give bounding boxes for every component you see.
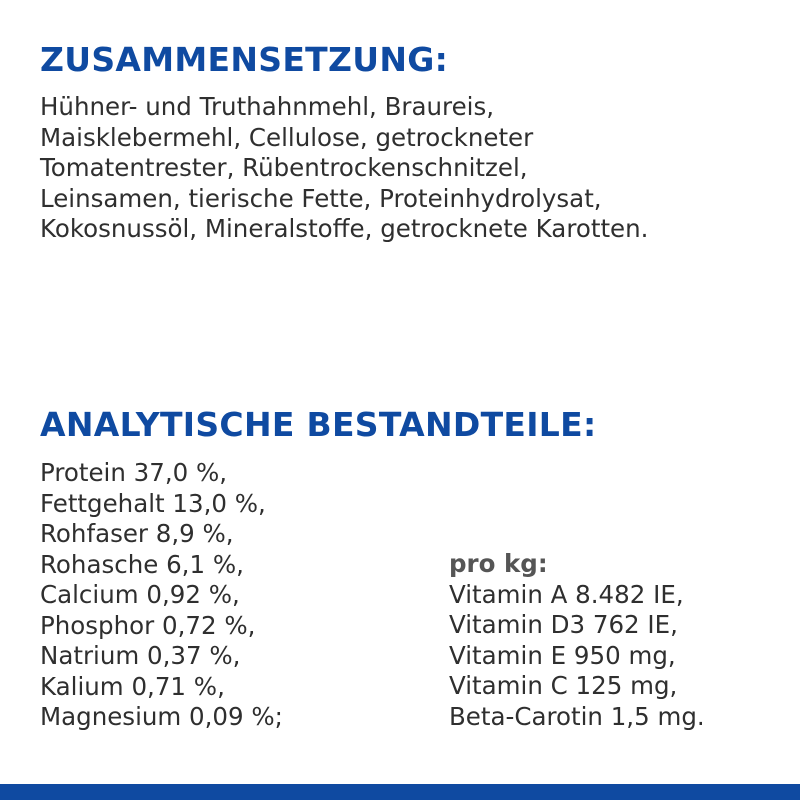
composition-line: Tomatentrester, Rübentrockenschnitzel, [40, 153, 528, 182]
constituent-item: Natrium 0,37 %, [40, 641, 241, 670]
vitamin-item: Beta-Carotin 1,5 mg. [449, 701, 705, 731]
constituents-list [40, 458, 283, 733]
footer-bar [0, 784, 800, 800]
constituent-item: Magnesium 0,09 %; [40, 702, 283, 731]
composition-line: Leinsamen, tierische Fette, Proteinhydrolysat, [40, 183, 602, 213]
constituent-item: Rohasche 6,1 %, [40, 549, 244, 579]
constituent-item: Calcium 0,92 %, [40, 580, 240, 609]
composition-heading: ZUSAMMENSETZUNG: [40, 40, 449, 79]
constituent-item: Rohfaser 8,9 %, [40, 519, 234, 548]
composition-text [40, 92, 648, 245]
composition-line: Maisklebermehl, Cellulose, getrockneter [40, 122, 534, 152]
constituent-item: Fettgehalt 13,0 %, [40, 488, 266, 518]
vitamin-item: Vitamin A 8.482 IE, [449, 579, 684, 609]
vitamin-item: Vitamin C 125 mg, [449, 671, 678, 700]
vitamin-item: Vitamin D3 762 IE, [449, 610, 678, 639]
composition-line: Hühner- und Truthahnmehl, Braureis, [40, 92, 495, 121]
vitamin-item: Vitamin E 950 mg, [449, 640, 676, 670]
vitamins-list [449, 549, 705, 732]
analysis-heading: ANALYTISCHE BESTANDTEILE: [40, 405, 597, 444]
constituent-item: Phosphor 0,72 %, [40, 610, 256, 640]
per-kg-label: pro kg: [449, 549, 548, 578]
constituent-item: Kalium 0,71 %, [40, 671, 225, 701]
composition-line: Kokosnussöl, Mineralstoffe, getrocknete Karotten. [40, 214, 649, 243]
constituent-item: Protein 37,0 %, [40, 458, 228, 487]
